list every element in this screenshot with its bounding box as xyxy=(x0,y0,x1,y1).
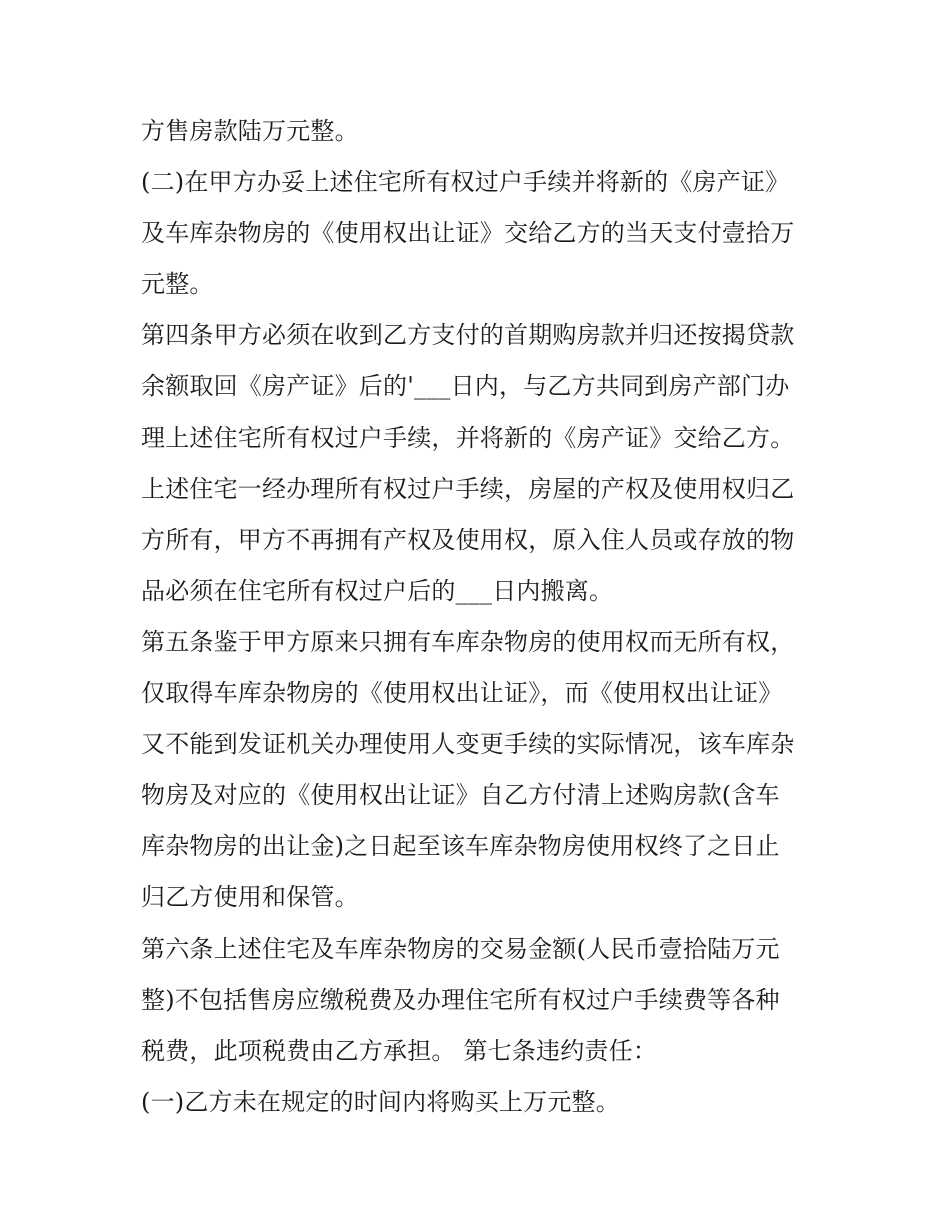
document-body xyxy=(141,106,821,1128)
text-line: 上述住宅一经办理所有权过户手续，房屋的产权及使用权归乙 xyxy=(141,474,795,503)
text-line: 税费，此项税费由乙方承担。 第七条违约责任： xyxy=(141,1036,658,1065)
text-line: 仅取得车库杂物房的《使用权出让证》，而《使用权出让证》 xyxy=(141,679,783,708)
text-line: 整)不包括售房应缴税费及办理住宅所有权过户手续费等各种 xyxy=(141,985,780,1014)
text-line: 方售房款陆万元整。 xyxy=(141,117,359,145)
text-line: (二)在甲方办妥上述住宅所有权过户手续并将新的《房产证》 xyxy=(141,168,790,197)
text-line: 物房及对应的《使用权出让证》自乙方付清上述购房款(含车 xyxy=(141,781,780,810)
text-line: 理上述住宅所有权过户手续，并将新的《房产证》交给乙方。 xyxy=(141,423,795,452)
text-line: 品必须在住宅所有权过户后的___日内搬离。 xyxy=(141,576,614,605)
text-line: 第五条鉴于甲方原来只拥有车库杂物房的使用权而无所有权， xyxy=(141,627,795,656)
text-line: 归乙方使用和保管。 xyxy=(141,883,359,912)
text-line: 余额取回《房产证》后的'___日内，与乙方共同到房产部门办 xyxy=(141,372,790,401)
text-line: 又不能到发证机关办理使用人变更手续的实际情况，该车库杂 xyxy=(141,730,795,759)
text-line: 第六条上述住宅及车库杂物房的交易金额(人民币壹拾陆万元 xyxy=(141,934,780,963)
text-line: 及车库杂物房的《使用权出让证》交给乙方的当天支付壹拾万 xyxy=(141,219,795,248)
text-line: 元整。 xyxy=(141,270,214,299)
text-line: 库杂物房的出让金)之日起至该车库杂物房使用权终了之日止 xyxy=(141,832,780,861)
text-line: 第四条甲方必须在收到乙方支付的首期购房款并归还按揭贷款 xyxy=(141,321,795,350)
text-line: (一)乙方未在规定的时间内将购买上万元整。 xyxy=(141,1087,620,1116)
text-line: 方所有，甲方不再拥有产权及使用权，原入住人员或存放的物 xyxy=(141,525,795,554)
